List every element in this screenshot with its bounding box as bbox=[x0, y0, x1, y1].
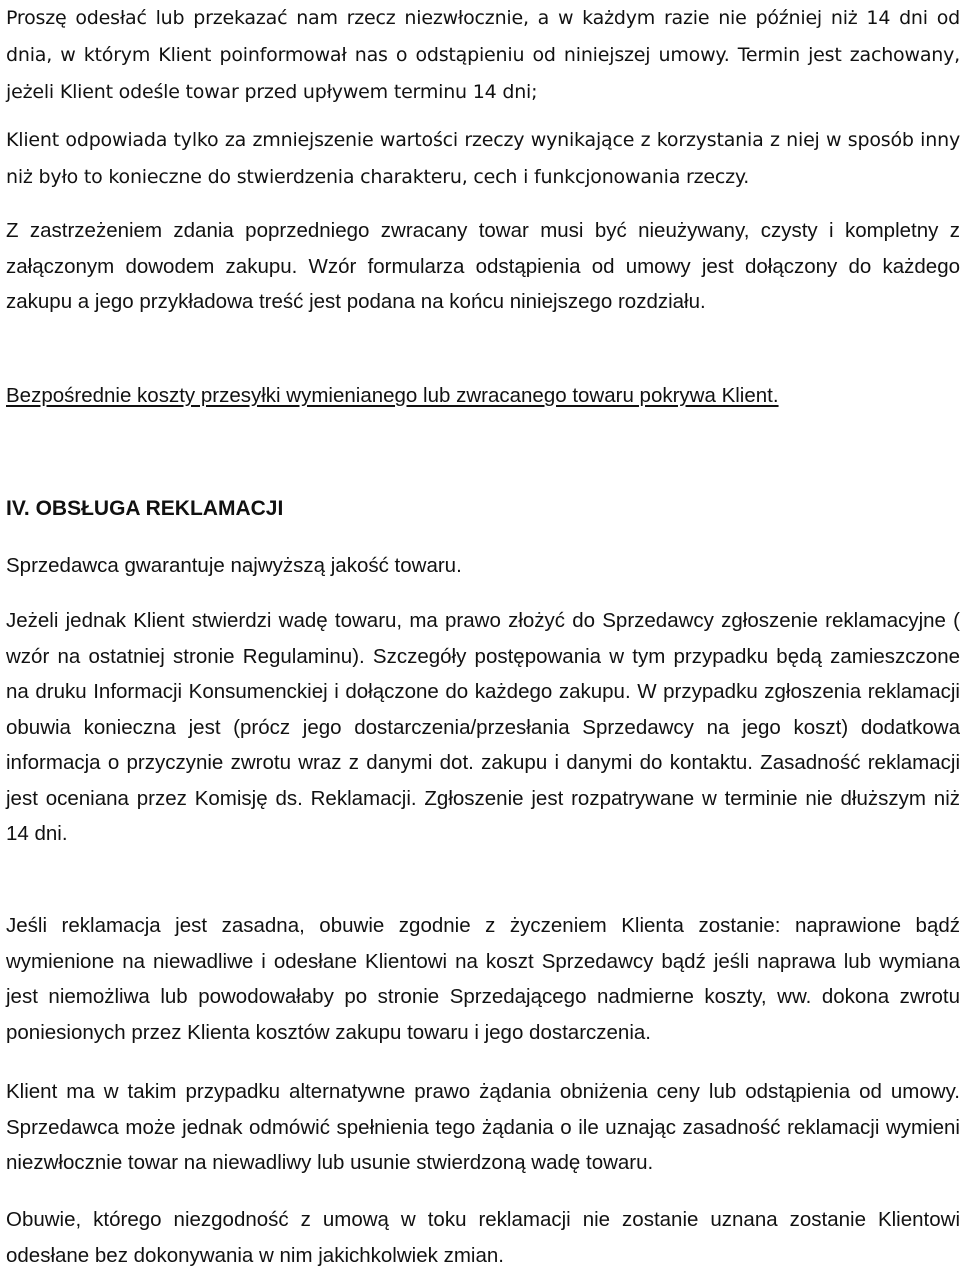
alternative-rights-paragraph: Klient ma w takim przypadku alternatywne prawo żądania obniżenia ceny lub odstąpienia od umowy. Sprzedawca może jednak odmówić spełnienia tego żądania o ile uznając zasadność reklamacji wymieni niezwłocznie towar na niewadliwy lub usunie stwierdzoną wadę towaru. bbox=[6, 1080, 960, 1174]
quality-guarantee-paragraph: Sprzedawca gwarantuje najwyższą jakość towaru. bbox=[6, 554, 462, 577]
return-deadline-paragraph: Proszę odesłać lub przekazać nam rzecz niezwłocznie, a w każdym razie nie później niż 14 dni od dnia, w którym Klient poinformował nas o odstąpieniu od niniejszej umowy. Termin jest zachowany, jeżeli Klient odeśle towar przed upływem terminu 14 dni; bbox=[6, 7, 960, 103]
return-condition-paragraph: Z zastrzeżeniem zdania poprzedniego zwracany towar musi być nieużywany, czysty i kompletny z załączonym dowodem zakupu. Wzór formularza odstąpienia od umowy jest dołączony do każdego zakupu a jego przykładowa treść jest podana na końcu niniejszego rozdziału. bbox=[6, 219, 960, 313]
justified-complaint-paragraph: Jeśli reklamacja jest zasadna, obuwie zgodnie z życzeniem Klienta zostanie: naprawione bądź wymienione na niewadliwe i odesłane Klientowi na koszt Sprzedawcy bądź jeśli naprawa lub wymiana jest niemożliwa lub powodowałaby po stronie Sprzedającego nadmierne koszty, ww. dokona zwrotu poniesionych przez Klienta kosztów zakupu towaru i jego dostarczenia. bbox=[6, 914, 960, 1044]
rejected-complaint-paragraph: Obuwie, którego niezgodność z umową w toku reklamacji nie zostanie uznana zostanie Klientowi odesłane bez dokonywania w nim jakichkolwiek zmian. bbox=[6, 1208, 960, 1267]
shipping-cost-paragraph: Bezpośrednie koszty przesyłki wymienianego lub zwracanego towaru pokrywa Klient. bbox=[6, 384, 779, 407]
section-heading: IV. OBSŁUGA REKLAMACJI bbox=[6, 497, 284, 520]
value-liability-paragraph: Klient odpowiada tylko za zmniejszenie wartości rzeczy wynikające z korzystania z niej w sposób inny niż było to konieczne do stwierdzenia charakteru, cech i funkcjonowania rzeczy. bbox=[6, 129, 960, 188]
complaint-procedure-paragraph: Jeżeli jednak Klient stwierdzi wadę towaru, ma prawo złożyć do Sprzedawcy zgłoszenie reklamacyjne ( wzór na ostatniej stronie Regulaminu). Szczegóły postępowania w tym przypadku będą zamieszczone na druku Informacji Konsumenckiej i dołączone do każdego zakupu. W przypadku zgłoszenia reklamacji obuwia konieczna jest (prócz jego dostarczenia/przesłania Sprzedawcy na jego koszt) dodatkowa informacja o przyczynie zwrotu wraz z danymi dot. zakupu i danymi do kontaktu. Zasadność reklamacji jest oceniana przez Komisję ds. Reklamacji. Zgłoszenie jest rozpatrywane w terminie nie dłuższym niż 14 dni. bbox=[6, 609, 960, 845]
